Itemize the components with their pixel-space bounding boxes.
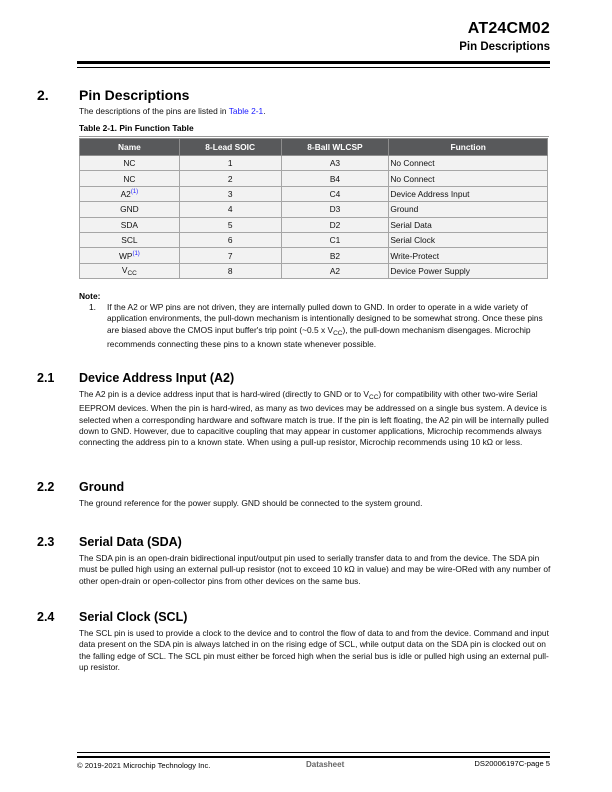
function-cell: Ground	[389, 202, 548, 217]
pin-name-subscript: CC	[127, 269, 137, 277]
function-cell: Device Address Input	[389, 186, 548, 201]
footer-page-ref: DS20006197C-page 5	[474, 759, 550, 768]
section-number: 2.	[37, 87, 49, 103]
table-row	[80, 263, 548, 278]
subsection-title: Ground	[79, 480, 125, 494]
pin-name-cell	[80, 171, 180, 186]
pin-function-table	[79, 138, 548, 279]
pin-name: GND	[120, 204, 139, 215]
function-cell: No Connect	[389, 171, 548, 186]
pin-name: V	[121, 264, 128, 275]
subsection-text	[79, 389, 551, 448]
header-rule-thin	[77, 67, 550, 68]
subsection-number: 2.3	[37, 535, 55, 549]
table-row	[80, 217, 548, 232]
note-text-b: ), the pull-down mechanism disengages. Microchip recommends connecting these pins to a known state whenever possible.	[107, 324, 531, 349]
table-row	[80, 156, 548, 171]
pin-name: SCL	[121, 235, 138, 246]
pin-name-cell	[80, 156, 180, 171]
soic-pin-cell: 3	[179, 186, 281, 201]
subsection-text: The SDA pin is an open-drain bidirectional input/output pin used to serially transfer data to and from the device. The SDA pin must be pulled high using an external pull-up resistor (not to exceed 10 kΩ in value) and may be wire-ORed with any number of other open-drain or open-collector pins from other devices on the same bus.	[79, 553, 551, 586]
subscript: CC	[369, 394, 379, 401]
soic-pin-cell: 7	[179, 248, 281, 263]
table-row	[80, 202, 548, 217]
wlcsp-ball-cell: C4	[281, 186, 389, 201]
intro-prefix: The descriptions of the pins are listed in	[79, 106, 229, 116]
pin-name: NC	[123, 173, 136, 184]
soic-pin-cell: 8	[179, 263, 281, 278]
section-title: Pin Descriptions	[79, 87, 190, 103]
function-cell: Serial Data	[389, 217, 548, 232]
subsection-text: The ground reference for the power supply. GND should be connected to the system ground.	[79, 498, 423, 508]
soic-pin-cell: 4	[179, 202, 281, 217]
section-intro	[79, 106, 551, 117]
table-header-row	[80, 139, 548, 156]
footnote-ref-link[interactable]: (1)	[130, 188, 139, 195]
header-name: Name	[80, 139, 180, 156]
subsection-number: 2.1	[37, 371, 55, 385]
document-title: AT24CM02	[467, 20, 550, 37]
function-cell: Device Power Supply	[389, 263, 548, 278]
pin-name-cell	[80, 232, 180, 247]
table-row	[80, 186, 548, 201]
soic-pin-cell: 5	[179, 217, 281, 232]
running-section-title: Pin Descriptions	[459, 41, 550, 53]
wlcsp-ball-cell: A3	[281, 156, 389, 171]
footer-rule-thick	[77, 756, 550, 758]
intro-suffix: .	[263, 106, 266, 116]
soic-pin-cell: 1	[179, 156, 281, 171]
pin-name: WP	[118, 250, 133, 261]
footer-doc-type: Datasheet	[306, 760, 345, 769]
header-rule-thick	[77, 61, 550, 64]
pin-name: NC	[123, 158, 136, 169]
note-label: Note:	[79, 291, 101, 301]
pin-name-cell	[80, 202, 180, 217]
subsection-title: Device Address Input (A2)	[79, 371, 235, 385]
subsection-title: Serial Data (SDA)	[79, 535, 182, 549]
pin-name: A2	[120, 188, 131, 199]
table-row	[80, 232, 548, 247]
soic-pin-cell: 2	[179, 171, 281, 186]
note-text-a: If the A2 or WP pins are not driven, they are internally pulled down to GND. In order to operate in a wide variety of application environments, the pull-down mechanism is intentionally designed to be somewhat strong. Once these pins are biased above the CMOS input buffer's trip point (~0.5 x V	[107, 302, 543, 335]
function-cell: Write-Protect	[389, 248, 548, 263]
pin-name: SDA	[120, 219, 138, 230]
table-caption: Table 2-1. Pin Function Table	[79, 123, 194, 133]
pin-name-cell	[80, 263, 180, 278]
header-wlcsp: 8-Ball WLCSP	[281, 139, 389, 156]
subsection-title: Serial Clock (SCL)	[79, 610, 188, 624]
note-subscript: CC	[333, 329, 343, 337]
table-link[interactable]: Table 2-1	[228, 106, 264, 116]
wlcsp-ball-cell: B2	[281, 248, 389, 263]
table-row	[80, 171, 548, 186]
table-row	[80, 248, 548, 263]
wlcsp-ball-cell: C1	[281, 232, 389, 247]
header-function: Function	[389, 139, 548, 156]
subsection-text: The SCL pin is used to provide a clock to the device and to control the flow of data to and from the device. Command and input data present on the SDA pin is always latched in on the rising edge of SCL, while output data on the SDA pin is clocked out on the falling edge of SCL. The SCL pin must either be forced high when the serial bus is idle or pulled high using an external pull-up resistor.	[79, 628, 549, 672]
footnote-ref-link[interactable]: (1)	[132, 250, 140, 257]
caption-rule	[79, 136, 549, 137]
wlcsp-ball-cell: D2	[281, 217, 389, 232]
soic-pin-cell: 6	[179, 232, 281, 247]
subsection-number: 2.2	[37, 480, 55, 494]
pin-name-cell	[80, 217, 180, 232]
wlcsp-ball-cell: A2	[281, 263, 389, 278]
text-a: The A2 pin is a device address input that is hard-wired (directly to GND or to V	[79, 389, 369, 399]
wlcsp-ball-cell: D3	[281, 202, 389, 217]
function-cell: No Connect	[389, 156, 548, 171]
footer-rule-thin	[77, 752, 550, 753]
pin-name-cell	[80, 248, 180, 263]
function-cell: Serial Clock	[389, 232, 548, 247]
footer-copyright: © 2019-2021 Microchip Technology Inc.	[77, 761, 211, 770]
note-number: 1.	[89, 302, 96, 312]
pin-name-cell	[80, 186, 180, 201]
subsection-number: 2.4	[37, 610, 55, 624]
header-soic: 8-Lead SOIC	[179, 139, 281, 156]
text-b: ) for compatibility with other two-wire Serial EEPROM devices. When the pin is hard-wired, as many as two devices may be addressed on a single bus system. A device is selected when a corresponding hardware and software match is true. If the pin is left floating, the A2 pin will be internally pulled down to GND. However, due to capacitive coupling that may appear in customer applications, Microchip recommends always connecting the address pin to a known state. When using a pull-up resistor, Microchip recommends using 10 kΩ or less.	[79, 389, 549, 448]
wlcsp-ball-cell: B4	[281, 171, 389, 186]
note-text	[107, 302, 552, 350]
